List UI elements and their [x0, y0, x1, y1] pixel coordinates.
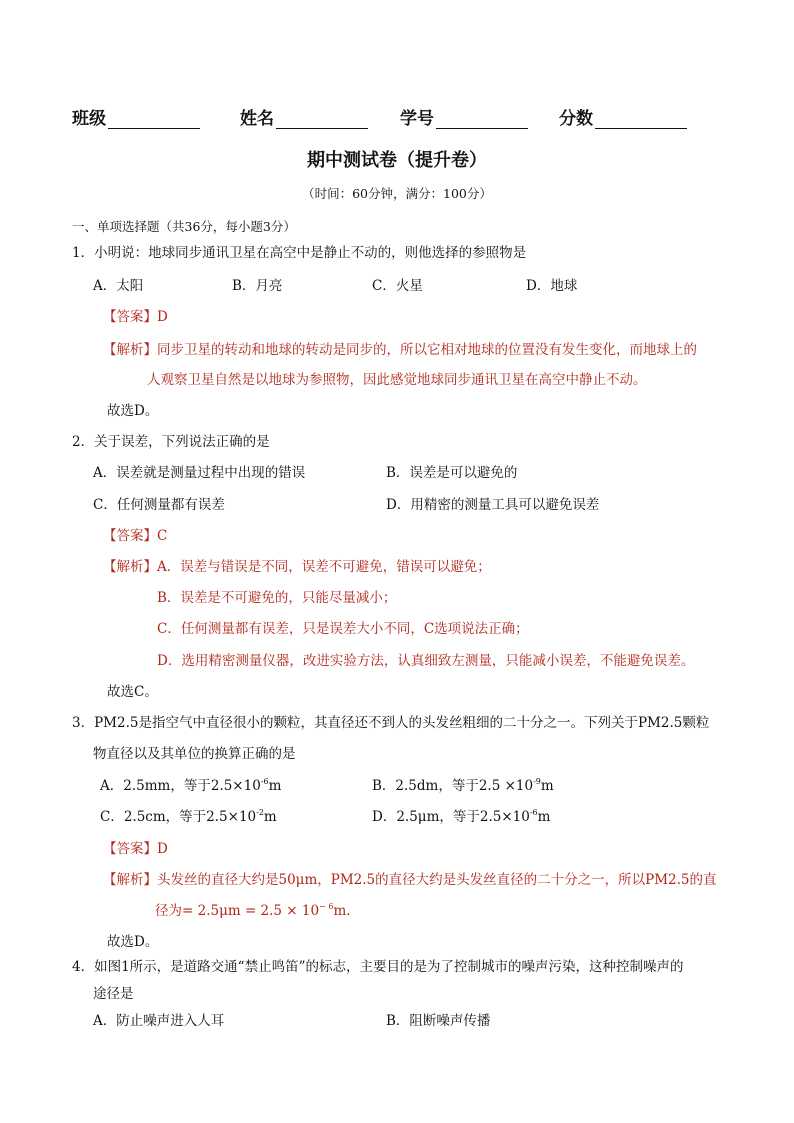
- q3-option-a-exp: -6: [260, 777, 269, 786]
- q3-option-c-text: C．2.5cm，等于2.5×10: [100, 809, 257, 825]
- q3-option-d-unit: m: [537, 809, 551, 825]
- q3-option-d: [372, 805, 550, 825]
- q3-analysis-exp: − 6: [319, 902, 334, 911]
- q3-answer-value: D: [157, 841, 168, 857]
- q3-option-b-text: B．2.5dm，等于2.5 ×10: [372, 778, 534, 794]
- q1-answer-value: D: [157, 309, 168, 325]
- q2-option-a: A．误差就是测量过程中出现的错误: [93, 465, 306, 481]
- q3-option-a-unit: m: [268, 778, 282, 794]
- q4-option-b: B．阻断噪声传播: [386, 1013, 491, 1029]
- q1-analysis-line2: 人观察卫星自然是以地球为参照物，因此感觉地球同步通讯卫星在高空中静止不动。: [147, 372, 647, 388]
- q3-analysis-2a: 径为: [155, 903, 182, 919]
- q3-analysis-line1: [103, 868, 717, 888]
- q2-stem: 2．关于误差，下列说法正确的是: [72, 434, 270, 450]
- q1-answer-tag: 【答案】: [103, 309, 157, 325]
- q3-answer-tag: 【答案】: [103, 841, 157, 857]
- q3-option-b-unit: m: [540, 778, 554, 794]
- q1-answer: [103, 305, 168, 325]
- q3-option-a: [100, 774, 281, 794]
- q3-stem-line1: 3．PM2.5是指空气中直径很小的颗粒，其直径还不到人的头发丝粗细的二十分之一。下列关于PM2.5颗粒: [72, 715, 710, 731]
- q3-analysis-2c: m.: [333, 903, 351, 919]
- name-field: [240, 104, 368, 129]
- q3-analysis-2b: = 2.5μm = 2.5 × 10: [182, 903, 320, 919]
- q4-option-a: A．防止噪声进入人耳: [93, 1013, 225, 1029]
- q2-option-d: D．用精密的测量工具可以避免误差: [386, 497, 600, 513]
- q1-analysis-text1: 同步卫星的转动和地球的转动是同步的，所以它相对地球的位置没有发生变化，而地球上的: [157, 342, 697, 358]
- q2-option-b: B．误差是可以避免的: [386, 465, 518, 481]
- q3-answer: [103, 837, 168, 857]
- q3-conclusion: 故选D。: [107, 934, 159, 950]
- class-field: [72, 104, 200, 129]
- section-heading: 一、单项选择题（共36分，每小题3分）: [72, 219, 296, 234]
- q1-analysis-line1: [103, 338, 697, 358]
- q1-stem: 1．小明说：地球同步通讯卫星在高空中是静止不动的，则他选择的参照物是: [72, 245, 527, 261]
- q3-option-c: [100, 805, 277, 825]
- q2-analysis-line1: [103, 555, 491, 575]
- q2-analysis-c: C．任何测量都有误差，只是误差大小不同，C选项说法正确；: [157, 621, 529, 637]
- id-field: [400, 104, 528, 129]
- score-blank[interactable]: [595, 110, 687, 129]
- name-blank[interactable]: [276, 110, 368, 129]
- class-label: 班级: [72, 109, 106, 129]
- q3-option-d-exp: -6: [529, 808, 538, 817]
- score-label: 分数: [559, 109, 593, 129]
- q3-option-b: [372, 774, 554, 794]
- q4-stem-line1: 4．如图1所示，是道路交通“禁止鸣笛”的标志，主要目的是为了控制城市的噪声污染，这种控制噪声的: [72, 959, 684, 975]
- q3-option-d-text: D．2.5μm，等于2.5×10: [372, 809, 530, 825]
- q2-analysis-d: D．选用精密测量仪器，改进实验方法，认真细致左测量，只能减小误差，不能避免误差。: [157, 653, 695, 669]
- q2-analysis-a: A．误差与错误是不同，误差不可避免，错误可以避免；: [157, 559, 491, 575]
- q3-option-a-text: A．2.5mm，等于2.5×10: [100, 778, 261, 794]
- q3-option-c-unit: m: [263, 809, 277, 825]
- q3-stem-line2: 物直径以及其单位的换算正确的是: [93, 746, 296, 762]
- page-subtitle: （时间：60分钟，满分：100分）: [302, 186, 492, 201]
- q2-option-c: C．任何测量都有误差: [93, 497, 225, 513]
- id-blank[interactable]: [436, 110, 528, 129]
- q3-option-c-exp: -2: [256, 808, 264, 817]
- q3-analysis-line2: [155, 899, 351, 919]
- q1-option-b: B．月亮: [232, 278, 283, 294]
- q2-analysis-b: B．误差是不可避免的，只能尽量减小；: [157, 590, 397, 606]
- class-blank[interactable]: [108, 110, 200, 129]
- q2-answer-value: C: [157, 528, 168, 544]
- q2-answer: [103, 524, 167, 544]
- q1-conclusion: 故选D。: [107, 403, 159, 419]
- page-title: 期中测试卷（提升卷）: [307, 150, 487, 171]
- q4-stem-line2: 途径是: [93, 986, 134, 1002]
- q3-analysis-tag: 【解析】: [103, 872, 157, 888]
- q1-option-a: A．太阳: [93, 278, 144, 294]
- q2-conclusion: 故选C。: [107, 684, 158, 700]
- score-field: [559, 104, 687, 129]
- id-label: 学号: [400, 109, 434, 129]
- q1-option-d: D．地球: [526, 278, 578, 294]
- name-label: 姓名: [240, 109, 274, 129]
- q3-option-b-exp: -9: [533, 777, 541, 786]
- q1-option-c: C．火星: [372, 278, 423, 294]
- q2-analysis-tag: 【解析】: [103, 559, 157, 575]
- q2-answer-tag: 【答案】: [103, 528, 157, 544]
- q3-analysis-text1: 头发丝的直径大约是50μm，PM2.5的直径大约是头发丝直径的二十分之一，所以PM2.5的直: [157, 872, 717, 888]
- q1-analysis-tag: 【解析】: [103, 342, 157, 358]
